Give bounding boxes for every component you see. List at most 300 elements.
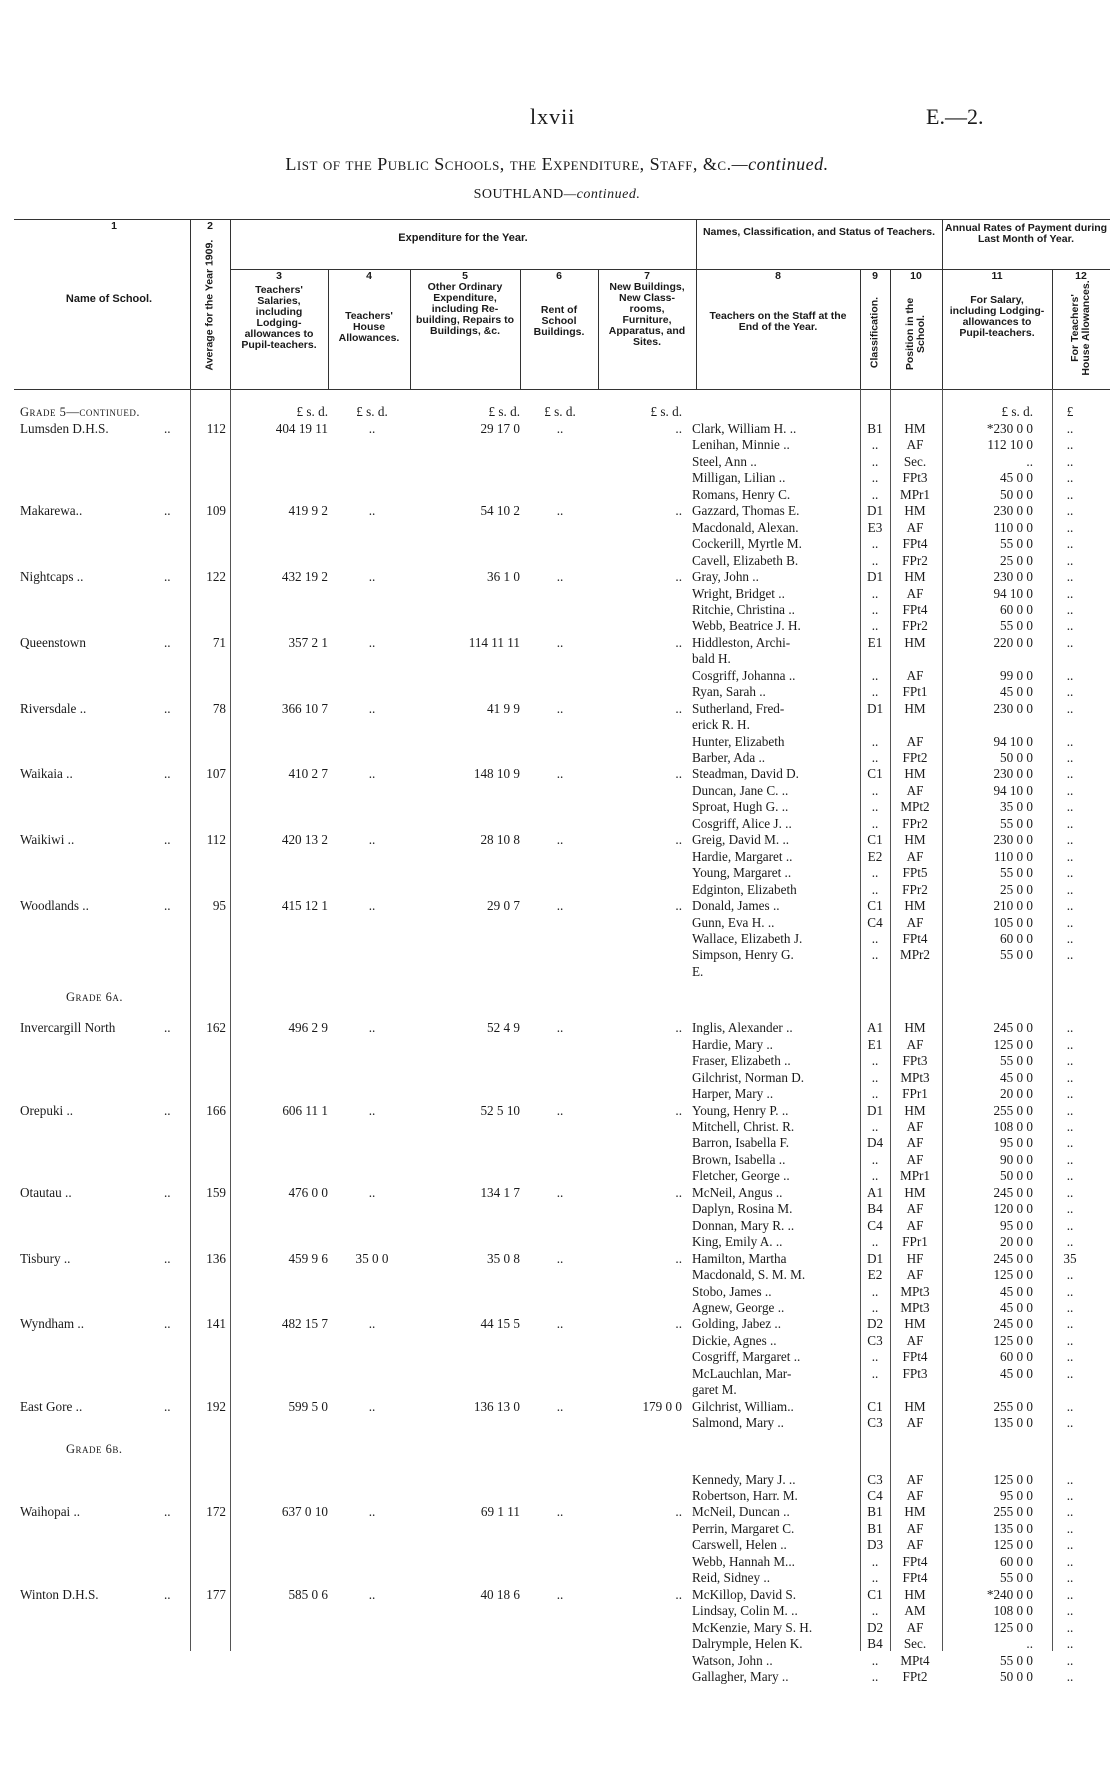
classification: .. [871, 1668, 879, 1684]
units-house: £ s. d. [356, 404, 388, 419]
annual-salary-rate: 50 0 0 [1000, 1668, 1033, 1684]
teacher-name: Gilchrist, Norman D. [692, 1069, 805, 1085]
teachers-salaries: 415 12 1 [281, 898, 328, 914]
classification: .. [871, 684, 879, 700]
house-allowance-rate: .. [1066, 1217, 1074, 1233]
school-name: Makarewa.. [20, 503, 83, 519]
house-allowance-rate: .. [1066, 1299, 1074, 1315]
position: FPt4 [902, 601, 928, 617]
table-row [0, 668, 1114, 684]
table-row [0, 1333, 1114, 1349]
annual-salary-rate: 45 0 0 [1000, 1299, 1033, 1315]
classification: .. [871, 536, 879, 552]
teacher-name: Inglis, Alexander .. [692, 1020, 793, 1036]
annual-salary-rate: 45 0 0 [1000, 470, 1033, 486]
house-allowance-rate: .. [1066, 437, 1074, 453]
classification: .. [871, 486, 879, 502]
other-expenditure: 35 0 8 [487, 1250, 520, 1266]
annual-salary-rate: 110 0 0 [993, 519, 1033, 535]
school-leader: .. [164, 1504, 171, 1520]
teacher-name: Hiddleston, Archi- [692, 634, 791, 650]
col5-label: Other Ordinary Expenditure, including Re-building, Repairs to Buildings, &c. [416, 281, 515, 337]
teacher-name: Ritchie, Christina .. [692, 601, 795, 617]
position: Sec. [903, 1636, 927, 1652]
col-rule-1 [190, 219, 191, 389]
average-attendance: 192 [206, 1398, 226, 1414]
school-leader: .. [164, 1250, 171, 1266]
house-allowances: .. [368, 1102, 376, 1118]
position: FPt3 [902, 1365, 928, 1381]
new-buildings: 179 0 0 [642, 1398, 682, 1414]
grade-heading: Grade 6a. [66, 990, 124, 1005]
new-buildings: .. [675, 569, 682, 585]
annual-salary-rate: 120 0 0 [993, 1201, 1033, 1217]
teacher-name: McNeil, Angus .. [692, 1184, 783, 1200]
teacher-name: Duncan, Jane C. .. [692, 782, 789, 798]
teacher-name: Dickie, Agnes .. [692, 1332, 777, 1348]
teacher-name: Fletcher, George .. [692, 1168, 790, 1184]
annual-salary-rate: 45 0 0 [1000, 1283, 1033, 1299]
grade-5-label: Grade 5—continued. [20, 405, 141, 419]
house-allowance-rate: .. [1066, 947, 1074, 963]
other-expenditure: 54 10 2 [480, 503, 520, 519]
school-name: Wyndham .. [20, 1316, 85, 1332]
classification: .. [871, 437, 879, 453]
col-rule-7 [696, 219, 697, 389]
house-allowances: 35 0 0 [355, 1250, 389, 1266]
house-allowances: .. [368, 569, 376, 585]
table-row [0, 783, 1114, 799]
teacher-name: Steadman, David D. [692, 766, 799, 782]
table-row [0, 503, 1114, 519]
col-rule-8 [860, 269, 861, 389]
other-expenditure: 41 9 9 [487, 700, 520, 716]
teacher-name: Harper, Mary .. [692, 1086, 774, 1102]
classification: C4 [867, 1488, 883, 1503]
annual-salary-rate: 105 0 0 [993, 914, 1033, 930]
position: MPr1 [899, 486, 931, 502]
teachers-salaries: 606 11 1 [282, 1102, 328, 1118]
new-buildings: .. [675, 700, 682, 716]
annual-salary-rate: 60 0 0 [1000, 930, 1033, 946]
col7-label: New Buildings, New Class-rooms, Furniture, Apparatus, and Sites. [608, 281, 686, 348]
units-rent: £ s. d. [544, 404, 576, 419]
col2-number: 2 [207, 220, 213, 232]
annual-salary-rate: 25 0 0 [1000, 881, 1033, 897]
teachers-salaries: 459 9 6 [288, 1250, 328, 1266]
classification: .. [871, 733, 879, 749]
school-leader: .. [164, 898, 171, 914]
classification: .. [871, 750, 879, 765]
house-allowances: .. [368, 1504, 376, 1520]
header-bottom-rule [14, 389, 1110, 390]
house-allowance-rate: .. [1066, 1652, 1074, 1668]
house-allowance-rate: .. [1066, 914, 1074, 930]
teacher-name: McNeil, Duncan .. [692, 1504, 790, 1520]
classification: D3 [866, 1537, 884, 1553]
teacher-name: Hamilton, Martha [692, 1250, 787, 1266]
teachers-salaries: 410 2 7 [288, 766, 328, 782]
col-rule-4 [410, 269, 411, 389]
house-allowance-rate: .. [1066, 782, 1074, 798]
classification: C3 [867, 1415, 883, 1431]
classification: .. [871, 601, 879, 617]
table-row [0, 1251, 1114, 1267]
annual-salary-rate: 90 0 0 [1000, 1151, 1033, 1167]
classification: B4 [867, 1636, 883, 1652]
teacher-name: Young, Henry P. .. [692, 1102, 789, 1118]
table-row [0, 586, 1114, 602]
table-row [0, 734, 1114, 750]
classification: .. [871, 1603, 879, 1619]
average-attendance: 112 [206, 832, 226, 848]
teacher-name: Young, Margaret .. [692, 865, 792, 881]
teacher-name: Steel, Ann .. [692, 453, 757, 469]
school-leader: .. [164, 1398, 171, 1414]
new-buildings: .. [675, 832, 682, 848]
teacher-name: Cavell, Elizabeth B. [692, 552, 799, 568]
rent: .. [556, 1020, 564, 1036]
teacher-name: Hardie, Mary .. [692, 1036, 773, 1052]
position: MPt3 [900, 1069, 930, 1085]
other-expenditure: 28 10 8 [480, 832, 520, 848]
classification: E2 [867, 1267, 883, 1283]
table-row [0, 964, 1114, 980]
table-row [0, 915, 1114, 931]
table-row [0, 1521, 1114, 1537]
position: AF [906, 1119, 924, 1134]
teacher-name: McKenzie, Mary S. H. [692, 1619, 813, 1635]
school-leader: .. [164, 503, 171, 519]
school-leader: .. [164, 1316, 171, 1332]
position: AF [906, 1036, 924, 1052]
units-pay: £ s. d. [1001, 404, 1033, 419]
position: FPr1 [902, 1086, 928, 1102]
rent: .. [556, 1184, 564, 1200]
table-row [0, 437, 1114, 453]
school-name: Orepuki .. [20, 1102, 74, 1118]
house-allowance-rate: .. [1066, 881, 1074, 897]
house-allowance-rate: .. [1066, 470, 1074, 486]
table-row [0, 1382, 1114, 1398]
new-buildings: .. [675, 1102, 682, 1118]
title-suffix: —continued. [731, 154, 829, 174]
col8-label: Teachers on the Staff at the End of the Year. [709, 310, 847, 333]
school-leader: .. [164, 634, 171, 650]
house-allowance-rate: .. [1066, 1020, 1074, 1036]
new-buildings: .. [675, 766, 682, 782]
table-row [0, 717, 1114, 733]
school-leader: .. [164, 1102, 171, 1118]
annual-salary-rate: 99 0 0 [1000, 667, 1033, 683]
classification: C4 [867, 1217, 883, 1233]
position: HM [904, 1184, 926, 1200]
classification: C3 [867, 1471, 883, 1487]
position: HM [904, 766, 926, 782]
expenditure-group-label: Expenditure for the Year. [398, 232, 528, 244]
table-row [0, 553, 1114, 569]
house-allowance-rate: .. [1066, 1668, 1074, 1684]
position: AF [906, 848, 924, 864]
house-allowance-rate: .. [1066, 536, 1074, 552]
house-allowance-rate: .. [1066, 1488, 1074, 1503]
table-row [0, 865, 1114, 881]
teacher-name: Stobo, James .. [692, 1283, 772, 1299]
classification: .. [871, 930, 879, 946]
teacher-name: Carswell, Helen .. [692, 1537, 787, 1553]
classification: D2 [866, 1316, 884, 1332]
teachers-salaries: 496 2 9 [288, 1020, 328, 1036]
house-allowance-rate: .. [1066, 1151, 1074, 1167]
position: MPt3 [900, 1299, 930, 1315]
teacher-name: Lenihan, Minnie .. [692, 437, 790, 453]
school-name: Waihopai .. [20, 1504, 81, 1520]
annual-salary-rate: 55 0 0 [1000, 947, 1033, 963]
house-allowance-rate: .. [1066, 1619, 1074, 1635]
classification: E3 [867, 519, 883, 535]
district-suffix: —continued. [563, 187, 641, 202]
col-rule-6 [598, 269, 599, 389]
annual-salary-rate: 45 0 0 [1000, 1365, 1033, 1381]
annual-salary-rate: *240 0 0 [986, 1586, 1033, 1602]
table-row [0, 1554, 1114, 1570]
house-allowance-rate: .. [1066, 1636, 1074, 1652]
average-attendance: 159 [206, 1184, 226, 1200]
school-leader: .. [164, 1184, 171, 1200]
position: FPr2 [902, 552, 928, 568]
annual-salary-rate: 94 10 0 [993, 782, 1033, 798]
staff-rule [696, 269, 942, 270]
house-allowance-rate: .. [1066, 799, 1074, 815]
grade-heading: Grade 6b. [66, 1441, 123, 1456]
teacher-name: Daplyn, Rosina M. [692, 1201, 793, 1217]
teachers-salaries: 482 15 7 [281, 1316, 328, 1332]
table-row [0, 1070, 1114, 1086]
position: FPr2 [902, 881, 928, 897]
units-other: £ s. d. [488, 404, 520, 419]
teachers-salaries: 404 19 11 [275, 421, 328, 436]
teacher-name: Gunn, Eva H. .. [692, 914, 775, 930]
table-header [14, 219, 1110, 389]
rent: .. [556, 1102, 564, 1118]
annual-salary-rate: 94 10 0 [993, 585, 1033, 601]
table-row [0, 1472, 1114, 1488]
classification: .. [871, 1365, 879, 1381]
document-reference: E.—2. [926, 104, 984, 129]
annual-salary-rate: 94 10 0 [993, 733, 1033, 749]
annual-salary-rate: 125 0 0 [993, 1267, 1033, 1283]
table-row [0, 1415, 1114, 1431]
house-allowance-rate: .. [1066, 898, 1074, 914]
page-number: lxvii [530, 104, 576, 129]
annual-salary-rate: 45 0 0 [1000, 684, 1033, 700]
position: AF [906, 437, 924, 453]
classification: C4 [867, 914, 883, 930]
teacher-name: Brown, Isabella .. [692, 1151, 786, 1167]
classification: .. [871, 1069, 879, 1085]
position: MPt4 [900, 1652, 930, 1668]
teacher-name: Hardie, Margaret .. [692, 848, 793, 864]
house-allowance-rate: .. [1066, 930, 1074, 946]
annual-salary-rate: 220 0 0 [993, 634, 1033, 650]
rent: .. [556, 1398, 564, 1414]
position: HM [904, 832, 926, 848]
rates-group-label: Annual Rates of Payment during Last Month of Year. [944, 222, 1108, 245]
annual-salary-rate: 125 0 0 [993, 1619, 1033, 1635]
table-row [0, 799, 1114, 815]
annual-salary-rate: 108 0 0 [993, 1603, 1033, 1619]
table-row [0, 1086, 1114, 1102]
teacher-name: Sproat, Hugh G. .. [692, 799, 789, 815]
table-row [0, 701, 1114, 717]
position: MPr1 [899, 1168, 931, 1184]
house-allowance-rate: .. [1066, 848, 1074, 864]
teacher-name: Donald, James .. [692, 898, 780, 914]
teachers-salaries: 432 19 2 [281, 569, 328, 585]
classification: D1 [866, 569, 884, 585]
house-allowance-rate: .. [1066, 832, 1074, 848]
rent: .. [556, 898, 564, 914]
annual-salary-rate: 125 0 0 [993, 1471, 1033, 1487]
classification: C1 [867, 766, 883, 782]
annual-salary-rate: 245 0 0 [993, 1184, 1033, 1200]
teacher-name: Gilchrist, William.. [692, 1398, 794, 1414]
position: MPr2 [899, 947, 931, 963]
table-row [0, 1349, 1114, 1365]
other-expenditure: 114 11 11 [468, 634, 520, 650]
teacher-name: Watson, John .. [692, 1652, 773, 1668]
position: AF [906, 667, 924, 683]
col3-label: Teachers' Salaries, including Lodging-allowances to Pupil-teachers. [241, 284, 317, 351]
house-allowance-rate: .. [1066, 618, 1074, 634]
classification: C1 [867, 832, 883, 848]
school-name: Tisbury .. [20, 1250, 71, 1266]
table-row [0, 1185, 1114, 1201]
table-row [0, 1316, 1114, 1332]
school-name: East Gore .. [20, 1398, 83, 1414]
col4-label: Teachers' House Allowances. [338, 310, 400, 344]
new-buildings: .. [675, 421, 682, 436]
position: AF [906, 914, 924, 930]
rent: .. [556, 569, 564, 585]
teacher-name: Gazzard, Thomas E. [692, 503, 800, 519]
annual-salary-rate: 255 0 0 [993, 1398, 1033, 1414]
table-row [0, 1636, 1114, 1652]
teacher-name: Clark, William H. .. [692, 421, 797, 436]
table-row [0, 602, 1114, 618]
position: HM [904, 1504, 926, 1520]
house-allowance-rate: .. [1066, 1586, 1074, 1602]
teacher-name: Cosgriff, Margaret .. [692, 1349, 801, 1365]
table-row [0, 1587, 1114, 1603]
house-allowance-rate: .. [1066, 1069, 1074, 1085]
table-row [0, 569, 1114, 585]
classification: .. [871, 618, 879, 634]
school-name: Waikaia .. [20, 766, 73, 782]
classification: C1 [867, 1398, 883, 1414]
average-attendance: 112 [206, 421, 226, 436]
position: FPt3 [902, 470, 928, 486]
position: HM [904, 503, 926, 519]
table-row [0, 1488, 1114, 1504]
new-buildings: .. [675, 634, 682, 650]
teacher-name: Hunter, Elizabeth [692, 733, 785, 749]
annual-salary-rate: 95 0 0 [1000, 1217, 1033, 1233]
staff-group-label: Names, Classification, and Status of Teachers. [702, 226, 936, 238]
table-row [0, 454, 1114, 470]
annual-salary-rate: 95 0 0 [1000, 1488, 1033, 1503]
classification: .. [871, 1168, 879, 1184]
rent: .. [556, 421, 564, 436]
teacher-name: Dalrymple, Helen K. [692, 1636, 803, 1652]
house-allowance-rate: .. [1066, 1332, 1074, 1348]
table-row [0, 1366, 1114, 1382]
position: AF [906, 1471, 924, 1487]
rent: .. [556, 503, 564, 519]
position: FPt2 [902, 1668, 928, 1684]
classification: .. [871, 1652, 879, 1668]
average-attendance: 107 [206, 766, 226, 782]
house-allowance-rate: .. [1066, 552, 1074, 568]
house-allowance-rate: .. [1066, 1365, 1074, 1381]
classification: A1 [866, 1020, 884, 1036]
annual-salary-rate: 255 0 0 [993, 1504, 1033, 1520]
house-allowance-rate: .. [1066, 1234, 1074, 1250]
table-row [0, 882, 1114, 898]
position: Sec. [903, 453, 927, 469]
teacher-name: Simpson, Henry G. [692, 947, 794, 963]
house-allowance-rate: .. [1066, 667, 1074, 683]
classification: D4 [866, 1135, 884, 1151]
teacher-name: Salmond, Mary .. [692, 1415, 784, 1431]
position: MPt2 [900, 799, 930, 815]
col-rule-11 [1052, 269, 1053, 389]
classification: .. [871, 470, 879, 486]
average-attendance: 166 [206, 1102, 226, 1118]
average-attendance: 162 [206, 1020, 226, 1036]
position: HM [904, 700, 926, 716]
teacher-name: Edginton, Elizabeth [692, 881, 797, 897]
house-allowance-rate: .. [1066, 1086, 1074, 1102]
house-allowance-rate: .. [1066, 1537, 1074, 1553]
table-row [0, 1570, 1114, 1586]
teacher-name: Lindsay, Colin M. .. [692, 1603, 798, 1619]
classification: C1 [867, 1586, 883, 1602]
col1-label: Name of School. [65, 293, 153, 305]
other-expenditure: 44 15 5 [480, 1316, 520, 1332]
position: AF [906, 1217, 924, 1233]
district-heading [0, 187, 1114, 203]
house-allowance-rate: .. [1066, 1504, 1074, 1520]
position: HM [904, 569, 926, 585]
annual-salary-rate: 55 0 0 [1000, 1570, 1033, 1586]
school-name: Woodlands .. [20, 898, 89, 914]
position: AF [906, 1267, 924, 1283]
school-leader: .. [164, 1586, 171, 1602]
annual-salary-rate: .. [1026, 1636, 1033, 1652]
classification: .. [871, 552, 879, 568]
annual-salary-rate: 35 0 0 [1000, 799, 1033, 815]
other-expenditure: 52 4 9 [487, 1020, 520, 1036]
teacher-name: E. [692, 963, 704, 979]
annual-salary-rate: 20 0 0 [1000, 1086, 1033, 1102]
teacher-name: McKillop, David S. [692, 1586, 797, 1602]
classification: B1 [867, 1520, 883, 1536]
annual-salary-rate: 55 0 0 [1000, 815, 1033, 831]
annual-salary-rate: 230 0 0 [993, 766, 1033, 782]
col2-label: Average for the Year 1909. [203, 239, 216, 371]
title-main: List of the Public Schools, the Expenditure, Staff, &c. [285, 154, 732, 174]
